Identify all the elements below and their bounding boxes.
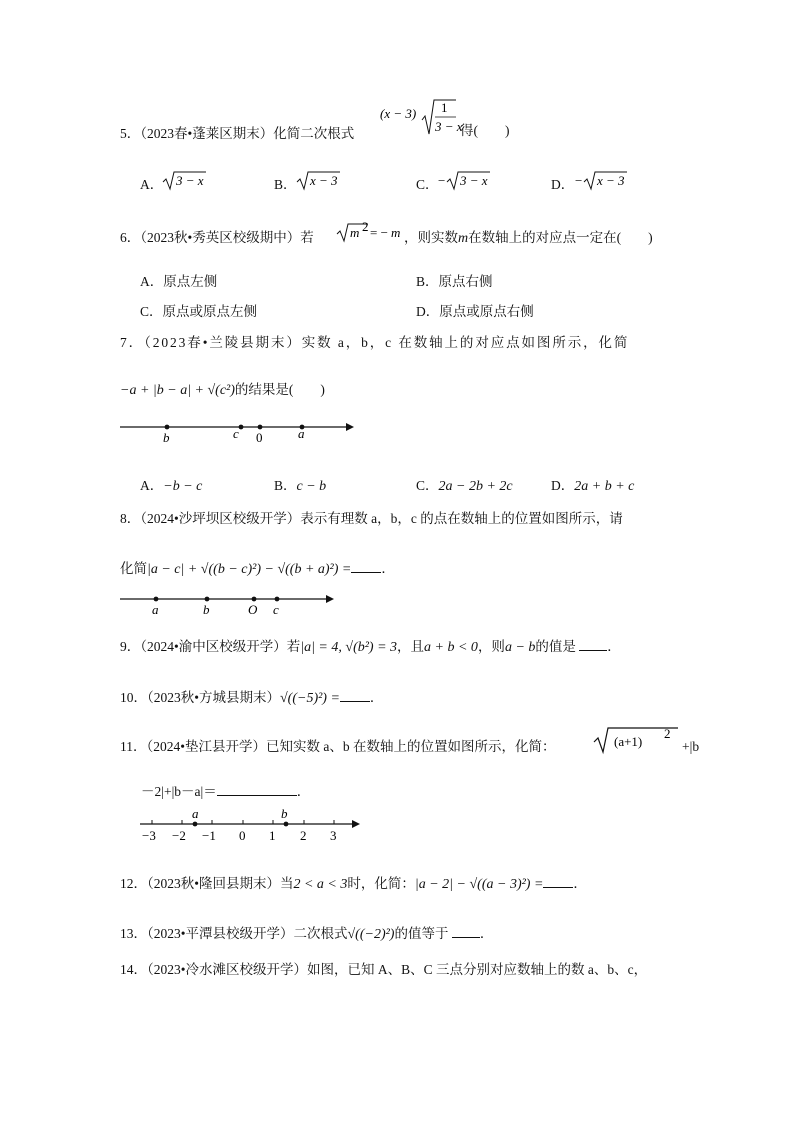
svg-text:0: 0 (239, 828, 246, 843)
q8-answer-blank[interactable] (351, 560, 381, 573)
q6-option-b[interactable]: B．原点右侧 (416, 274, 493, 289)
q11-tail: +|b (682, 739, 700, 754)
q6-number: 6． (120, 230, 141, 245)
q5-option-c-math (438, 170, 494, 192)
q7-label-b: b (163, 430, 170, 445)
q10-answer-blank[interactable] (340, 689, 370, 702)
q6-source: （2023秋•秀英区校级期中） (140, 230, 301, 245)
q12-answer-blank[interactable] (543, 875, 573, 888)
q7-label-c: c (233, 426, 239, 441)
svg-text:x − 3: x − 3 (597, 173, 625, 188)
svg-text:3: 3 (330, 828, 337, 843)
svg-text:2: 2 (300, 828, 307, 843)
q6-option-d[interactable]: D．原点或原点右侧 (416, 304, 534, 319)
q5-expr-num: 1 (441, 100, 448, 115)
q7-expression: −a + |b − a| + √(c²)的结果是( ) (120, 382, 325, 398)
q7-number-line (120, 415, 355, 447)
question-6 (120, 231, 314, 245)
q5-text: 化简二次根式 (273, 126, 355, 141)
q6-option-c[interactable]: C．原点或原点左侧 (140, 304, 258, 319)
svg-text:(a+1): (a+1) (614, 734, 643, 749)
q7-option-d[interactable]: D．2a + b + c (551, 478, 635, 494)
q11-number-line (140, 806, 362, 844)
svg-text:−: − (438, 173, 446, 188)
q5-tail: 得( ) (460, 123, 510, 138)
q11-answer-blank[interactable] (217, 783, 297, 796)
q7-label-a: a (298, 426, 305, 441)
q8-label-b: b (203, 602, 210, 617)
question-9: 9．（2024•渝中区校级开学）若|a| = 4, √(b²) = 3，且a + b < 0，则a − b的值是 ． (120, 639, 621, 655)
question-11: 11．（2024•垫江县开学）已知实数 a、b 在数轴上的位置如图所示，化简： (120, 739, 556, 754)
q11-point-a (193, 822, 198, 827)
q5-source: （2023春•蓬莱区期末） (140, 126, 274, 141)
q5-option-b[interactable]: B． (274, 177, 297, 192)
q8-expression: 化简|a − c| + √((b − c)²) − √((b + a)²) = ． (120, 561, 395, 577)
q5-expr-den: 3 − x (435, 119, 463, 134)
q5-expr-factor: (x − 3) (380, 106, 417, 121)
svg-text:x − 3: x − 3 (310, 173, 338, 188)
q13-answer-blank[interactable] (452, 925, 480, 938)
svg-text:−: − (575, 173, 583, 188)
svg-text:1: 1 (269, 828, 276, 843)
q5-number: 5． (120, 126, 141, 141)
question-12: 12．（2023秋•隆回县期末）当2 < a < 3时，化简：|a − 2| − √((a − 3)²) = ． (120, 876, 587, 892)
svg-text:m: m (391, 225, 401, 240)
q7-label-0: 0 (256, 430, 263, 445)
q7-option-a[interactable]: A．−b − c (140, 478, 203, 494)
question-7: 7．（2023春•兰陵县期末）实数 a，b，c 在数轴上的对应点如图所示，化简 (120, 335, 630, 350)
svg-text:a: a (192, 806, 199, 821)
svg-text:b: b (281, 806, 288, 821)
q9-answer-blank[interactable] (579, 638, 607, 651)
q5-option-a-math (162, 170, 212, 192)
q8-label-o: O (248, 602, 258, 617)
q6-text-rest: ，则实数m在数轴上的对应点一定在( ) (404, 230, 653, 246)
q11-line2: －2|+|b－a|＝ ． (141, 784, 311, 799)
q5-option-c[interactable]: C． (416, 177, 439, 192)
q5-option-d-math (575, 170, 631, 192)
question-13: 13．（2023•平潭县校级开学）二次根式√((−2)²)的值等于 ． (120, 926, 494, 942)
q8-number-line (120, 590, 335, 618)
q8-label-a: a (152, 602, 159, 617)
q11-point-b (284, 822, 289, 827)
q7-option-b[interactable]: B．c − b (274, 478, 327, 494)
svg-text:3 − x: 3 − x (460, 173, 488, 188)
q7-option-c[interactable]: C．2a − 2b + 2c (416, 478, 513, 494)
svg-text:−2: −2 (172, 828, 186, 843)
svg-text:2: 2 (664, 726, 671, 741)
q5-option-d[interactable]: D． (551, 177, 575, 192)
q5-expression (378, 96, 463, 146)
svg-text:= −: = − (370, 225, 388, 240)
question-10: 10．（2023秋•方城县期末）√((−5)²) = ． (120, 690, 384, 706)
q7-point-b (165, 425, 170, 430)
q6-text-a: 若 (300, 230, 314, 245)
svg-text:m: m (350, 225, 360, 240)
q5-option-a[interactable]: A． (140, 177, 164, 192)
q7-point-c (239, 425, 244, 430)
svg-text:2: 2 (362, 219, 369, 234)
question-14: 14．（2023•冷水滩区校级开学）如图，已知 A、B、C 三点分别对应数轴上的数 a、b、c， (120, 962, 648, 977)
q6-expression (336, 219, 406, 244)
q7-point-0 (258, 425, 263, 430)
svg-text:−1: −1 (202, 828, 216, 843)
q6-option-a[interactable]: A．原点左侧 (140, 274, 218, 289)
question-8: 8．（2024•沙坪坝区校级开学）表示有理数 a，b，c 的点在数轴上的位置如图所示，请 (120, 511, 623, 526)
svg-text:3 − x: 3 − x (176, 173, 204, 188)
q8-label-c: c (273, 602, 279, 617)
svg-text:−3: −3 (142, 828, 156, 843)
q5-option-b-math (296, 170, 346, 192)
q11-expression (592, 726, 692, 756)
question-5 (120, 127, 354, 141)
